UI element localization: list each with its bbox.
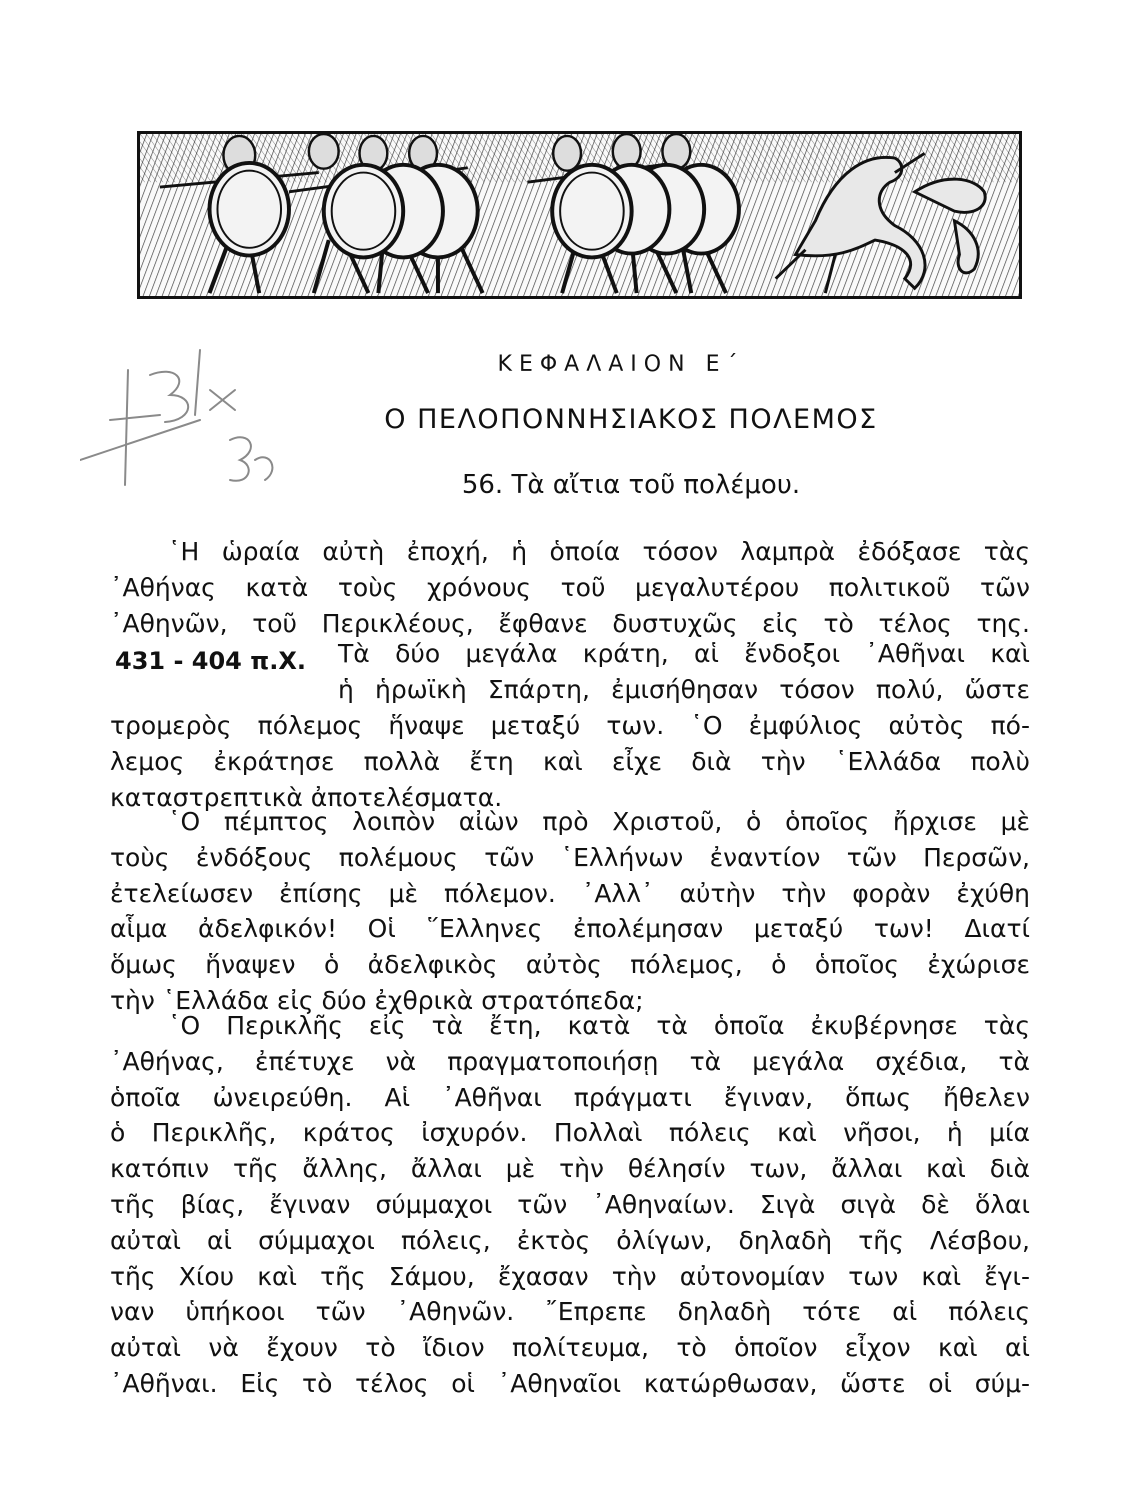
text-line: τῆς βίας, ἔγιναν σύμμαχοι τῶν ᾿Αθηναίων. Σιγὰ σιγὰ δὲ ὅλαι	[110, 1189, 1030, 1219]
text-line: ὁποῖα ὠνειρεύθη. Αἱ ᾿Αθῆναι πράγματι ἔγιναν, ὅπως ἤθελεν	[110, 1082, 1030, 1112]
section-heading: 56. Τὰ αἴτια τοῦ πολέμου.	[461, 470, 801, 500]
chapter-label: ΚΕΦΑΛΑΙΟΝ Ε΄	[497, 352, 745, 377]
text-line: ῾Ο πέμπτος λοιπὸν αἰὼν πρὸ Χριστοῦ, ὁ ὁποῖος ἤρχισε μὲ	[168, 807, 1030, 836]
text-line: ᾿Αθῆναι. Εἰς τὸ τέλος οἱ ᾿Αθηναῖοι κατώρθωσαν, ὥστε οἱ σύμ-	[110, 1368, 1030, 1398]
text-line: τρομερὸς πόλεμος ἥναψε μεταξύ των. ῾Ο ἐμφύλιος αὐτὸς πό-	[110, 711, 1030, 740]
hoplites-frieze-image	[140, 134, 1019, 296]
text-line: ῾Ο Περικλῆς εἰς τὰ ἔτη, κατὰ τὰ ὁποῖα ἐκυβέρνησε τὰς	[168, 1011, 1030, 1040]
text-line: Τὰ δύο μεγάλα κράτη, αἱ ἔνδοξοι ᾿Αθῆναι καὶ	[338, 639, 1030, 668]
text-line: λεμος ἐκράτησε πολλὰ ἔτη καὶ εἶχε διὰ τὴν ῾Ελλάδα πολὺ	[110, 746, 1030, 776]
text-line: τὴν ῾Ελλάδα εἰς δύο ἐχθρικὰ στρατόπεδα;	[110, 985, 644, 1015]
text-line: ᾿Αθήνας κατὰ τοὺς χρόνους τοῦ μεγαλυτέρου πολιτικοῦ τῶν	[110, 572, 1030, 602]
frieze-illustration	[137, 131, 1022, 299]
text-line: κατόπιν τῆς ἄλλης, ἄλλαι μὲ τὴν θέλησίν των, ἄλλαι καὶ διὰ	[110, 1154, 1030, 1184]
text-line: τοὺς ἐνδόξους πολέμους τῶν ῾Ελλήνων ἐναντίον τῶν Περσῶν,	[110, 842, 1030, 872]
text-line: ἡ ἡρωϊκὴ Σπάρτη, ἐμισήθησαν τόσον πολύ, ὥστε	[338, 674, 1030, 704]
paragraph-1-beside-margin	[338, 636, 1030, 708]
text-line: ὅμως ἥναψεν ὁ ἀδελφικὸς αὐτὸς πόλεμος, ὁ ὁποῖος ἐχώρισε	[110, 950, 1030, 980]
text-line: αἷμα ἀδελφικόν! Οἱ ῞Ελληνες ἐπολέμησαν μεταξύ των! Διατί	[110, 914, 1030, 944]
paragraph-3	[110, 1008, 1030, 1402]
text-line: ᾿Αθήνας, ἐπέτυχε νὰ πραγματοποιήσῃ τὰ μεγάλα σχέδια, τὰ	[110, 1046, 1030, 1076]
paragraph-1-continued	[110, 708, 1030, 815]
text-line: ᾿Αθηνῶν, τοῦ Περικλέους, ἔφθανε δυστυχῶς εἰς τὸ τέλος της.	[110, 608, 1030, 638]
text-line: ναν ὑπήκοοι τῶν ᾿Αθηνῶν. ῎Επρεπε δηλαδὴ τότε αἱ πόλεις	[110, 1297, 1030, 1327]
paragraph-1	[110, 534, 1030, 641]
chapter-title: Ο ΠΕΛΟΠΟΝΝΗΣΙΑΚΟΣ ΠΟΛΕΜΟΣ	[384, 404, 878, 435]
text-line: τῆς Χίου καὶ τῆς Σάμου, ἔχασαν τὴν αὐτονομίαν των καὶ ἔγι-	[110, 1261, 1030, 1291]
text-line: αὐταὶ αἱ σύμμαχοι πόλεις, ἐκτὸς ὀλίγων, δηλαδὴ τῆς Λέσβου,	[110, 1225, 1030, 1255]
text-line: καταστρεπτικὰ ἀποτελέσματα.	[110, 782, 503, 812]
text-line: ὁ Περικλῆς, κράτος ἰσχυρόν. Πολλαὶ πόλεις καὶ νῆσοι, ἡ μία	[110, 1118, 1030, 1148]
paragraph-2	[110, 804, 1030, 1019]
margin-date-note: 431 - 404 π.Χ.	[115, 647, 306, 675]
text-line: αὐταὶ νὰ ἔχουν τὸ ἴδιον πολίτευμα, τὸ ὁποῖον εἶχον καὶ αἱ	[110, 1333, 1030, 1363]
text-line: ῾Η ὡραία αὐτὴ ἐποχή, ἡ ὁποία τόσον λαμπρὰ ἐδόξασε τὰς	[168, 537, 1030, 566]
text-line: ἐτελείωσεν ἐπίσης μὲ πόλεμον. ᾿Αλλ᾿ αὐτὴν τὴν φορὰν ἐχύθη	[110, 878, 1030, 908]
